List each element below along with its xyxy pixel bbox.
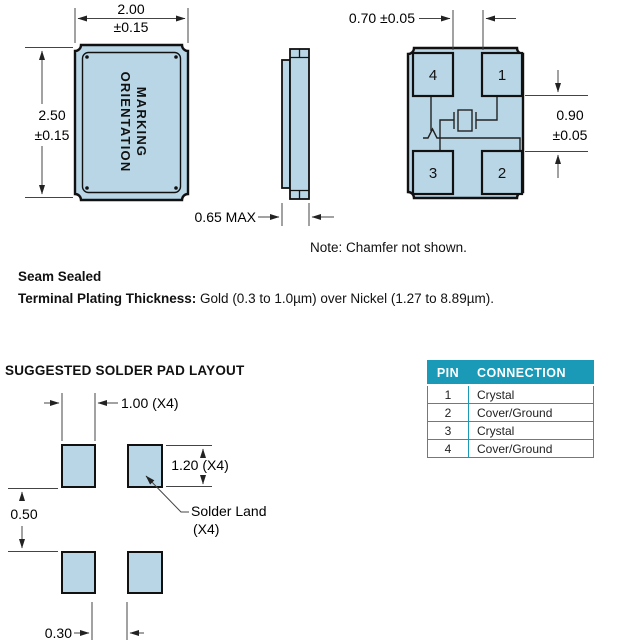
side-thickness-dimension — [258, 203, 334, 226]
sealing-plating-notes — [18, 266, 494, 310]
side-view-body — [290, 49, 309, 199]
side-thickness-dim-label: 0.65 MAX — [194, 209, 256, 225]
package-views-drawing — [0, 0, 619, 237]
table-row — [428, 385, 594, 404]
solder-land-top-left — [62, 445, 95, 487]
pad-1-number: 1 — [497, 67, 507, 84]
front-view-corner-dot — [85, 186, 89, 190]
bottom-vertical-gap-label: 0.90 — [556, 107, 584, 123]
pin-column-header: PIN — [428, 361, 469, 386]
marking-orientation-line2: ORIENTATION — [118, 71, 133, 173]
pin-table-header-row — [428, 361, 594, 386]
plating-note-value: Gold (0.3 to 1.0µm) over Nickel (1.27 to 8.89µm). — [196, 291, 494, 306]
plating-note — [18, 288, 494, 310]
pad-width-dim-label: 1.00 (X4) — [121, 395, 179, 411]
solder-land-bottom-left — [62, 552, 95, 593]
connection-cell: Crystal — [469, 385, 594, 404]
pad-height-dim-label: 1.20 (X4) — [171, 457, 229, 473]
front-view-corner-dot — [174, 186, 178, 190]
seam-sealed-note: Seam Sealed — [18, 269, 102, 284]
marking-orientation-line1: MARKING — [134, 86, 149, 158]
pin-number-cell: 2 — [428, 404, 469, 422]
solder-pad-layout-title: SUGGESTED SOLDER PAD LAYOUT — [5, 363, 245, 378]
table-row — [428, 440, 594, 458]
table-row — [428, 404, 594, 422]
plating-note-label: Terminal Plating Thickness: — [18, 291, 197, 306]
table-row — [428, 422, 594, 440]
solder-land-bottom-right — [128, 552, 162, 593]
solder-land-label-line1: Solder Land — [191, 503, 267, 519]
solder-land-top-right — [128, 445, 162, 487]
front-width-dim-label: 2.00 — [117, 1, 145, 17]
bottom-pad-gap-label: 0.70 ±0.05 — [348, 10, 415, 26]
connection-cell: Cover/Ground — [469, 404, 594, 422]
front-width-tol-label: ±0.15 — [113, 19, 149, 35]
connection-cell: Cover/Ground — [469, 440, 594, 458]
solder-land-label-line2: (X4) — [193, 521, 220, 537]
front-height-tol-label: ±0.15 — [34, 127, 70, 143]
bottom-pad-gap-dimension — [419, 10, 516, 50]
crystal-symbol-body — [458, 110, 472, 131]
pin-number-cell: 1 — [428, 385, 469, 404]
connection-column-header: CONNECTION — [469, 361, 594, 386]
bottom-vertical-gap-dimension — [525, 70, 588, 178]
col-gap-dimension — [74, 602, 144, 640]
pad-3-number: 3 — [428, 165, 438, 182]
connection-cell: Crystal — [469, 422, 594, 440]
pad-2-number: 2 — [497, 165, 507, 182]
chamfer-note: Note: Chamfer not shown. — [310, 240, 467, 255]
front-view-corner-dot — [174, 55, 178, 59]
pin-number-cell: 4 — [428, 440, 469, 458]
pad-width-dimension — [44, 393, 118, 441]
front-height-dim-label: 2.50 — [38, 107, 66, 123]
pin-connection-table — [427, 360, 594, 458]
col-gap-dim-label: 0.30 — [44, 625, 72, 640]
row-gap-dim-label: 0.50 — [10, 506, 38, 522]
pad-4-number: 4 — [428, 67, 438, 84]
bottom-vertical-gap-tol-label: ±0.05 — [552, 127, 588, 143]
side-view-lid — [282, 60, 290, 188]
solder-pad-layout-drawing — [0, 385, 300, 640]
front-view-corner-dot — [85, 55, 89, 59]
pin-number-cell: 3 — [428, 422, 469, 440]
